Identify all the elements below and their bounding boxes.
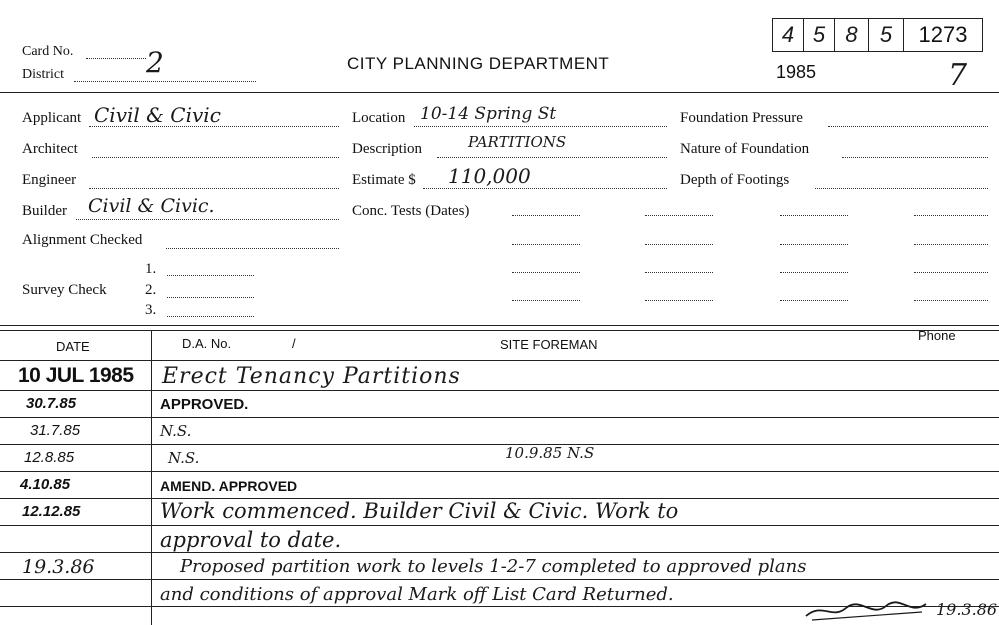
alignment-line bbox=[166, 248, 339, 249]
log-date: 4.10.85 bbox=[20, 476, 71, 493]
card-no-line bbox=[86, 58, 146, 59]
conc-test-blank bbox=[645, 215, 713, 216]
conc-test-blank bbox=[914, 272, 988, 273]
conc-test-blank bbox=[914, 215, 988, 216]
conc-test-blank bbox=[914, 244, 988, 245]
description-line bbox=[437, 157, 667, 158]
foundation-pressure-label: Foundation Pressure bbox=[680, 110, 803, 126]
log-rule bbox=[0, 552, 999, 553]
card-digit-3: 8 bbox=[834, 18, 869, 52]
log-rule bbox=[0, 360, 999, 361]
date-column-divider bbox=[151, 330, 152, 625]
card-number: 1273 bbox=[903, 18, 983, 52]
nature-foundation-line bbox=[842, 157, 988, 158]
builder-label: Builder bbox=[22, 203, 67, 219]
log-rule bbox=[0, 417, 999, 418]
location-label: Location bbox=[352, 110, 406, 126]
log-header-phone: Phone bbox=[918, 328, 956, 343]
builder-line bbox=[76, 219, 339, 220]
side-number: 7 bbox=[948, 58, 968, 93]
log-entry: Erect Tenancy Partitions bbox=[162, 364, 461, 389]
conc-test-blank bbox=[512, 300, 580, 301]
conc-test-blank bbox=[512, 215, 580, 216]
log-rule bbox=[0, 444, 999, 445]
header-divider bbox=[0, 92, 999, 93]
survey-num-2: 2. bbox=[145, 282, 157, 298]
district-line bbox=[74, 81, 256, 82]
year: 1985 bbox=[776, 62, 817, 82]
inspector-signature bbox=[802, 596, 932, 622]
log-header-da-no: D.A. No. bbox=[182, 336, 232, 351]
log-rule bbox=[0, 579, 999, 580]
builder-value: Civil & Civic. bbox=[88, 195, 215, 217]
log-rule bbox=[0, 525, 999, 526]
log-date: 19.3.86 bbox=[22, 556, 95, 578]
conc-test-blank bbox=[645, 300, 713, 301]
log-header-slash: / bbox=[292, 336, 296, 351]
location-value: 10-14 Spring St bbox=[420, 104, 557, 124]
depth-footings-line bbox=[815, 188, 988, 189]
log-entry: AMEND. APPROVED bbox=[160, 478, 298, 494]
architect-line bbox=[92, 157, 339, 158]
location-line bbox=[414, 126, 667, 127]
log-entry: and conditions of approval Mark off List Card Returned. bbox=[160, 584, 674, 605]
conc-test-blank bbox=[512, 244, 580, 245]
description-value: PARTITIONS bbox=[468, 133, 567, 151]
log-date: 12.12.85 bbox=[22, 503, 81, 520]
estimate-value: 110,000 bbox=[448, 164, 531, 188]
log-date: 12.8.85 bbox=[24, 449, 75, 466]
log-entry: Proposed partition work to levels 1-2-7 completed to approved plans bbox=[180, 556, 807, 577]
applicant-value: Civil & Civic bbox=[94, 103, 221, 127]
conc-test-blank bbox=[512, 272, 580, 273]
estimate-label: Estimate $ bbox=[352, 172, 416, 188]
log-entry: N.S. bbox=[160, 422, 192, 440]
description-label: Description bbox=[352, 141, 422, 157]
survey-line-1 bbox=[167, 275, 254, 276]
survey-check-label: Survey Check bbox=[22, 282, 107, 298]
log-rule bbox=[0, 471, 999, 472]
conc-test-blank bbox=[780, 244, 848, 245]
survey-line-3 bbox=[167, 316, 254, 317]
estimate-line bbox=[423, 188, 667, 189]
conc-test-blank bbox=[645, 244, 713, 245]
engineer-line bbox=[89, 188, 339, 189]
log-date-stamp: 10 JUL 1985 bbox=[18, 364, 134, 387]
architect-label: Architect bbox=[22, 141, 78, 157]
log-entry-extra: 10.9.85 N.S bbox=[505, 444, 595, 462]
signature-date: 19.3.86 bbox=[936, 600, 998, 619]
log-rule bbox=[0, 390, 999, 391]
nature-foundation-label: Nature of Foundation bbox=[680, 141, 810, 157]
depth-footings-label: Depth of Footings bbox=[680, 172, 790, 188]
conc-test-blank bbox=[780, 272, 848, 273]
engineer-label: Engineer bbox=[22, 172, 77, 188]
district-value: 2 bbox=[146, 46, 164, 79]
department-title: CITY PLANNING DEPARTMENT bbox=[347, 54, 610, 73]
log-entry: APPROVED. bbox=[160, 396, 249, 413]
applicant-label: Applicant bbox=[22, 110, 82, 126]
log-header-site-foreman: SITE FOREMAN bbox=[500, 337, 598, 352]
alignment-label: Alignment Checked bbox=[22, 232, 143, 248]
log-divider-top-2 bbox=[0, 330, 999, 331]
conc-test-blank bbox=[914, 300, 988, 301]
district-label: District bbox=[22, 67, 64, 82]
survey-line-2 bbox=[167, 297, 254, 298]
card-digit-4: 5 bbox=[868, 18, 904, 52]
survey-num-3: 3. bbox=[145, 302, 157, 318]
conc-test-blank bbox=[645, 272, 713, 273]
log-entry: approval to date. bbox=[160, 528, 342, 552]
conc-tests-label: Conc. Tests (Dates) bbox=[352, 203, 470, 219]
log-divider-top bbox=[0, 325, 999, 326]
card-digit-1: 4 bbox=[772, 18, 804, 52]
card-digit-2: 5 bbox=[803, 18, 835, 52]
foundation-pressure-line bbox=[828, 126, 988, 127]
card-no-label: Card No. bbox=[22, 44, 74, 59]
log-entry: N.S. bbox=[168, 449, 200, 467]
log-entry: Work commenced. Builder Civil & Civic. Work to bbox=[160, 499, 679, 523]
conc-test-blank bbox=[780, 215, 848, 216]
log-date: 31.7.85 bbox=[30, 422, 81, 439]
log-header-date: DATE bbox=[56, 339, 90, 354]
log-date: 30.7.85 bbox=[26, 395, 77, 412]
conc-test-blank bbox=[780, 300, 848, 301]
survey-num-1: 1. bbox=[145, 261, 157, 277]
